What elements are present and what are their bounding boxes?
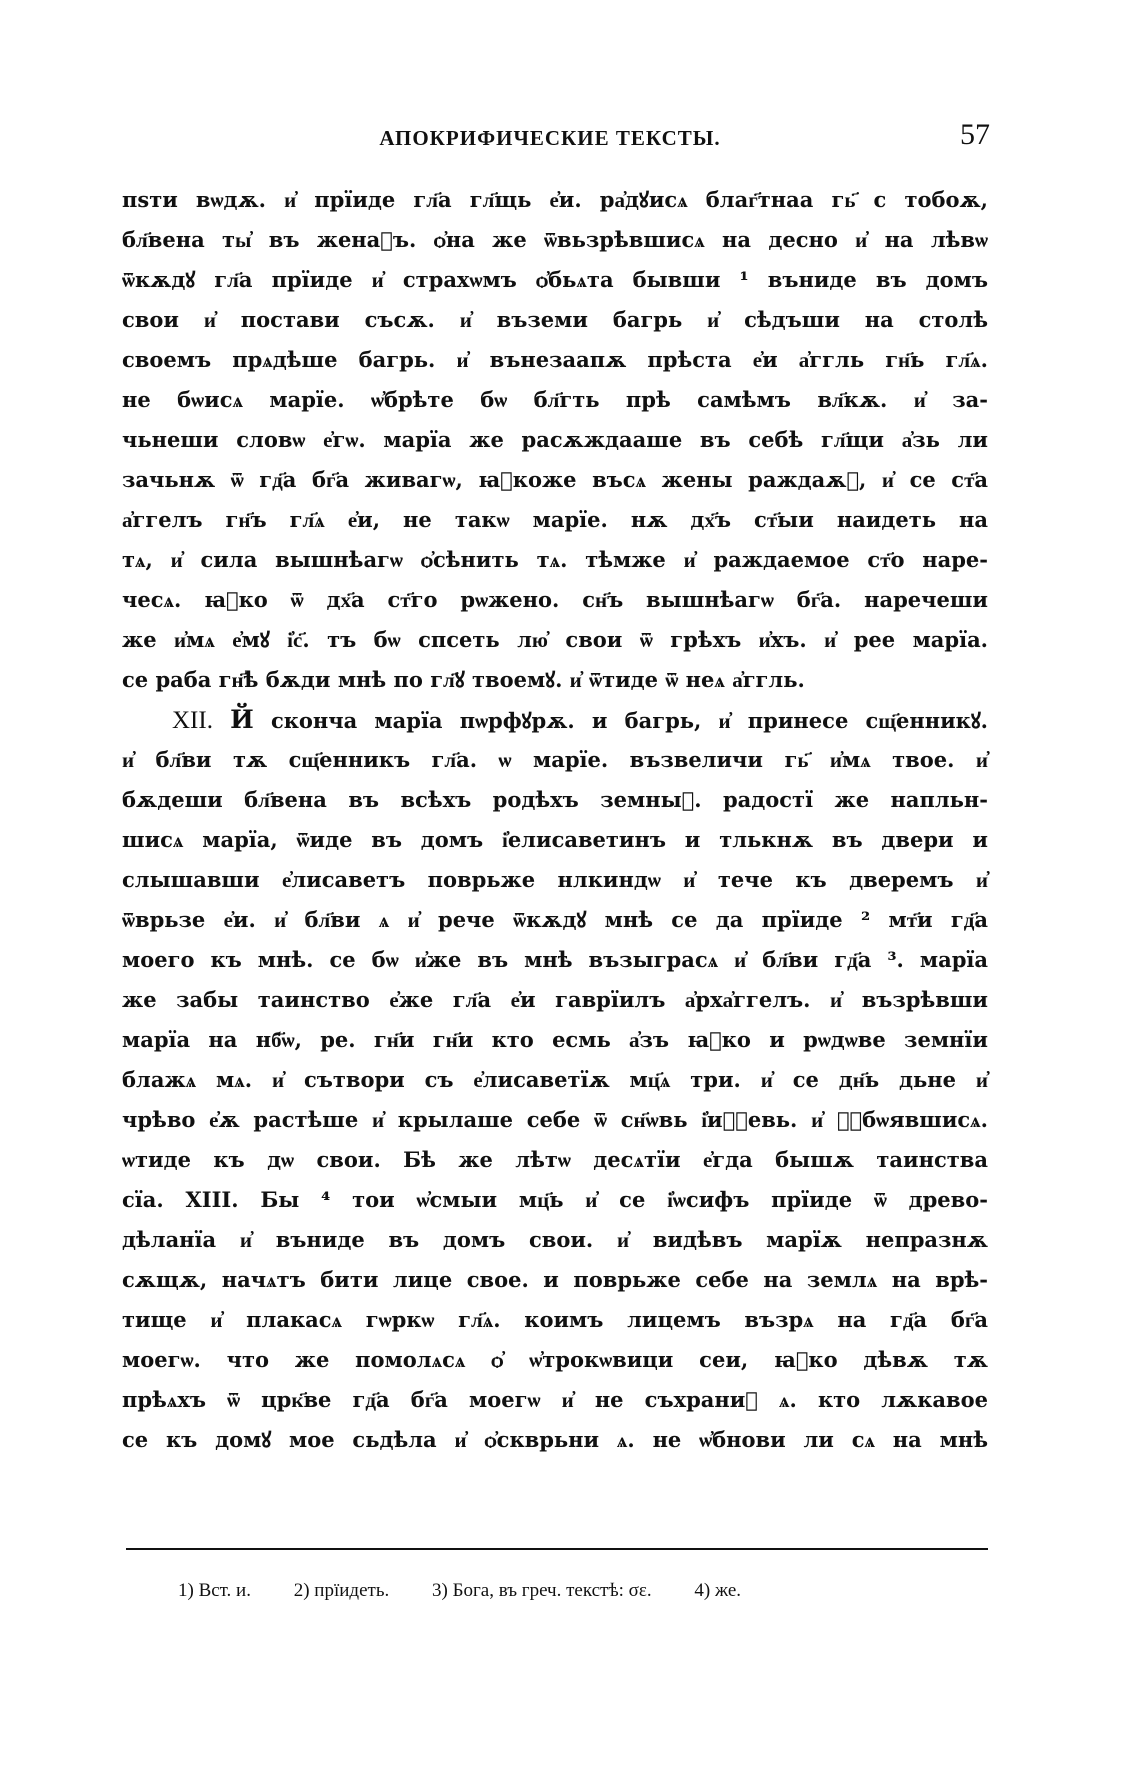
- text-line: а҆ггелъ гн҃ъ гл҃ѧ е҆и, не такѡ марїе. нѫ дх҃ъ ст҃ыи наидеть на: [122, 507, 988, 532]
- footnote: 4) же.: [694, 1580, 742, 1601]
- text-line: же и҆мѧ е҆мꙋ і҆с҃. тъ бѡ спсеть лю҆ свои ѿ грѣхъ и҆хъ. и҆ рее марїа.: [122, 627, 988, 652]
- text-line: се къ домꙋ мое сьдѣла и҆ ѻ҆скврьни ѧ. не ѡ҆бнови ли сѧ на мнѣ: [122, 1427, 988, 1452]
- footnote-divider: [126, 1548, 988, 1550]
- text-line: бѫдеши бл҃вена въ всѣхъ родѣхъ земныⷯ. радостї же напльн-: [122, 787, 988, 812]
- text-line: ѡтиде къ дѡ свои. Бѣ же лѣтѡ десѧтїи е҆гда бышѫ таинства: [122, 1147, 988, 1172]
- text-line: и҆ бл҃ви тѫ сщ҃енникъ гл҃а. ѡ марїе. възвеличи гь҃ и҆мѧ твое. и҆: [122, 747, 988, 772]
- running-head: [110, 118, 990, 158]
- text-line: бл҃вена ты҆ въ женаⷯъ. ѻ҆на же ѿвьзрѣвшисѧ на десно и҆ на лѣвѡ: [122, 227, 988, 252]
- text-line: сїа. XIII. Бы ⁴ тои ѡ҆смыи мц҃ь и҆ се і҆ѡсифъ прїиде ѿ древо-: [122, 1187, 988, 1212]
- text-line: шисѧ марїа, ѿиде въ домъ і҆елисаветинъ и тлькнѫ въ двери и: [122, 827, 988, 852]
- text-line: сѫщѫ, начѧтъ бити лице свое. и поврьже себе на землѧ на врѣ-: [122, 1267, 988, 1292]
- text-line: прѣѧхъ ѿ црк҃ве гд҃а бг҃а моегѡ и҆ не съхраниⷯ ѧ. кто лѫкавое: [122, 1387, 988, 1412]
- text-line: тище и҆ плакасѧ гѡркѡ гл҃ѧ. коимъ лицемъ възрѧ на гд҃а бг҃а: [122, 1307, 988, 1332]
- text-line: пѕти вѡдѫ. и҆ прїиде гл҃а гл҃щь е҆и. ра҆дꙋисѧ благ҃тнаа гь҃ с тобоѫ,: [122, 187, 988, 212]
- text-line: чесѧ. ꙗ҆ко ѿ дх҃а ст҃го рѡжено. сн҃ъ вышнѣагѡ бг҃а. наречеши: [122, 587, 988, 612]
- text-line: свои и҆ постави съсѫ. и҆ въземи багрь и҆ сѣдъши на столѣ: [122, 307, 988, 332]
- text-line: зачьнѫ ѿ гд҃а бг҃а живагѡ, ꙗ҆коже въсѧ жены раждаѫⷮ, и҆ се ст҃а: [122, 467, 988, 492]
- text-line: чрѣво е҆ѫ растѣше и҆ крылаше себе ѿ сн҃ѡвь і҆иⷧ҇евь. и҆ ꙋ҆бѡявшисѧ.: [122, 1107, 988, 1132]
- footnotes: [178, 1580, 978, 1602]
- text-line: се раба гн҃ѣ бѫди мнѣ по гл҃ꙋ твоемꙋ. и҆ ѿтиде ѿ неѧ а҆ггль.: [122, 667, 805, 692]
- text-line: дѣланїа и҆ вънидe въ домъ свои. и҆ видѣвъ марїѫ непразнѫ: [122, 1227, 988, 1252]
- text-line: моего къ мнѣ. се бѡ и҆же въ мнѣ възыграсѧ и҆ бл҃ви гд҃а ³. марїа: [122, 947, 988, 972]
- text-line: же забы таинство е҆же гл҃а е҆и гаврїилъ а҆рха҆ггелъ. и҆ възрѣвши: [122, 987, 988, 1012]
- footnote: 2) прїидеть.: [293, 1580, 390, 1601]
- text-line: не бѡисѧ марїе. ѡ҆брѣте бѡ бл҃гть прѣ самѣмъ вл҃кѫ. и҆ за-: [122, 387, 988, 412]
- text-line: тѧ, и҆ сила вышнѣагѡ ѻ҆сѣнить тѧ. тѣмже и҆ раждаемое ст҃о наре-: [122, 547, 988, 572]
- text-line: ѿкѫдꙋ гл҃а прїиде и҆ страхѡмъ ѻ҆бьѧта бывши ¹ вънидe въ домъ: [122, 267, 988, 292]
- text-line: слышавши е҆лисаветъ поврьже нлкиндѡ и҆ тече къ дверемъ и҆: [122, 867, 988, 892]
- text-line: сконча марїа пѡрфꙋрѫ. и багрь, и҆ принесе сщ҃енникꙋ.: [270, 708, 988, 733]
- text-line: моегѡ. что же помолѧсѧ ѻ҆ ѡ҆трокѡвици сеи, ꙗ҆ко дѣвѫ тѫ: [122, 1347, 988, 1372]
- text-line: блажѧ мѧ. и҆ сътвори съ е҆лисаветїѫ мц҃ѧ три. и҆ се дн҃ь дьне и҆: [122, 1067, 988, 1092]
- page-number: 57: [960, 118, 990, 151]
- paragraph-first-line: [122, 700, 988, 740]
- section-number: XII.: [172, 707, 213, 734]
- footnote: 1) Вст. и.: [178, 1580, 251, 1601]
- footnote: 3) Бога, въ греч. текстѣ: σε.: [432, 1580, 652, 1601]
- running-title: АПОКРИФИЧЕСКИЕ ТЕКСТЫ.: [379, 126, 721, 150]
- text-line: своемъ прѧдѣше багрь. и҆ вънезаапѫ прѣста е҆и а҆ггль гн҃ь гл҃ѧ.: [122, 347, 988, 372]
- text-line: ѿврьзе е҆и. и҆ бл҃ви ѧ и҆ рече ѿкѫдꙋ мнѣ се да прїиде ² мт҃и гд҃а: [122, 907, 988, 932]
- body-text: [122, 180, 988, 1460]
- text-line: чьнеши словѡ е҆гѡ. марїа же расѫждааше въ себѣ гл҃щи а҆зь ли: [122, 427, 988, 452]
- text-line: марїа на нб҃ѡ, ре. гн҃и гн҃и кто есмь а҆зъ ꙗ҆ко и рѡдѡве земнїи: [122, 1027, 988, 1052]
- initial-letter: Й: [230, 705, 254, 734]
